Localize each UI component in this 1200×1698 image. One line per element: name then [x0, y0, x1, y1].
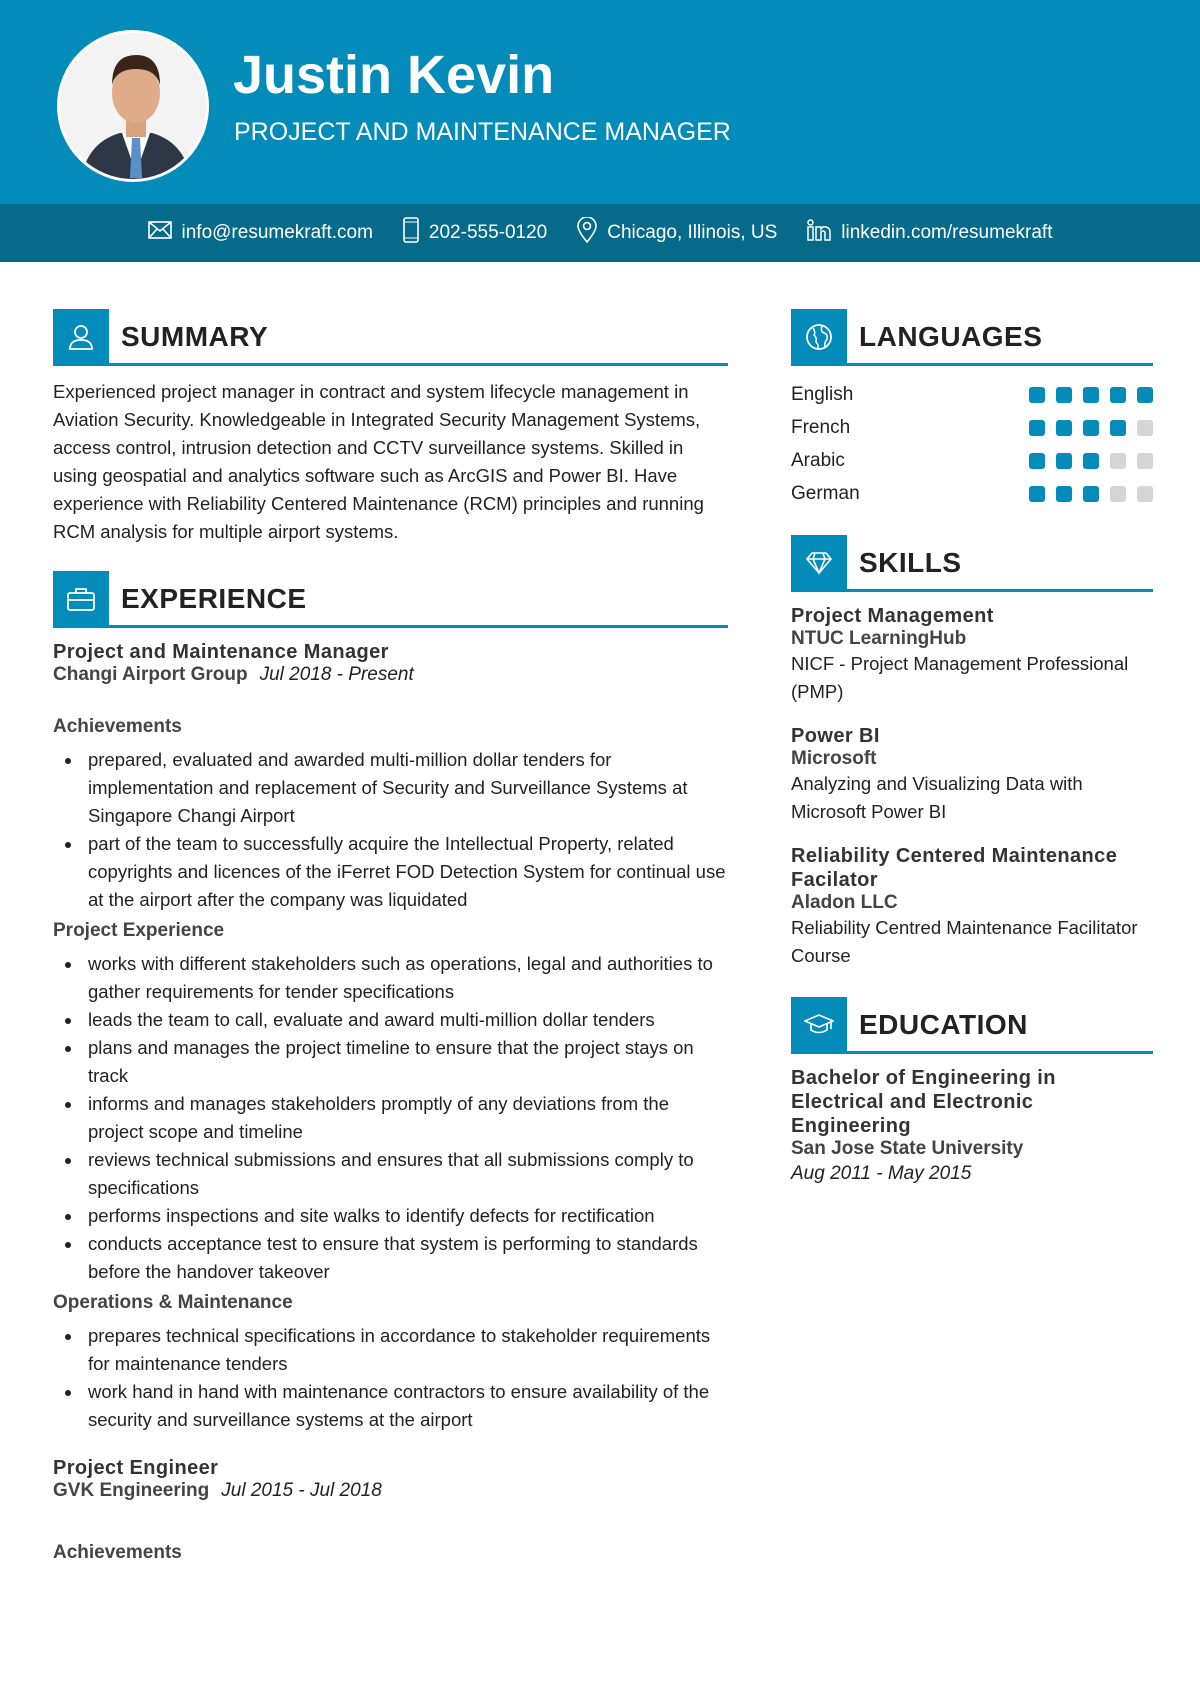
level-dot [1110, 387, 1126, 403]
job-dates: Jul 2015 - Jul 2018 [221, 1480, 382, 1501]
level-dot [1137, 387, 1153, 403]
skill-entry [791, 724, 1153, 826]
level-dot [1083, 420, 1099, 436]
phone-text: 202-555-0120 [428, 222, 548, 243]
subsection-label: Achievements [53, 716, 182, 737]
subsection-label: Project Experience [53, 920, 225, 941]
list-item: part of the team to successfully acquire the Intellectual Property, related copyrights and licences of the iFerret FOD Detection System for continual use at the airport after the company was liquidated [88, 830, 728, 914]
company-name: Changi Airport Group [53, 664, 248, 685]
left-column [53, 310, 728, 1572]
language-level [1029, 486, 1153, 502]
subsection-label: Achievements [53, 1542, 182, 1563]
summary-heading [53, 310, 728, 366]
company-name: GVK Engineering [53, 1480, 210, 1501]
profile-photo [57, 30, 209, 182]
linkedin-icon [807, 219, 831, 247]
level-dot [1029, 420, 1045, 436]
level-dot [1029, 453, 1045, 469]
level-dot [1137, 486, 1153, 502]
linkedin-link[interactable]: linkedin.com/resumekraft [841, 222, 1053, 243]
list-item: prepares technical specifications in accordance to stakeholder requirements for maintenance tenders [88, 1322, 728, 1378]
skill-provider: Microsoft [791, 748, 877, 769]
skill-name: Power BI [791, 725, 880, 747]
level-dot [1029, 486, 1045, 502]
skill-provider: NTUC LearningHub [791, 628, 967, 649]
email-link[interactable]: info@resumekraft.com [181, 222, 373, 243]
skill-name: Reliability Centered Maintenance Facilator [791, 845, 1118, 891]
language-row [791, 444, 1153, 477]
level-dot [1083, 387, 1099, 403]
language-level [1029, 387, 1153, 403]
level-dot [1110, 453, 1126, 469]
location-text: Chicago, Illinois, US [607, 222, 778, 243]
list-item: work hand in hand with maintenance contractors to ensure availability of the security and surveillance systems at the airport [88, 1378, 728, 1434]
right-column [791, 310, 1153, 1188]
language-level [1029, 420, 1153, 436]
candidate-title: PROJECT AND MAINTENANCE MANAGER [234, 118, 731, 146]
language-row [791, 477, 1153, 510]
language-name: French [791, 416, 851, 438]
languages-heading [791, 310, 1153, 366]
location-pin-icon [577, 217, 597, 249]
skill-course: Analyzing and Visualizing Data with Microsoft Power BI [791, 773, 1083, 822]
level-dot [1029, 387, 1045, 403]
level-dot [1110, 486, 1126, 502]
level-dot [1056, 453, 1072, 469]
user-icon [53, 309, 109, 365]
level-dot [1083, 486, 1099, 502]
globe-icon [791, 309, 847, 365]
languages-title: LANGUAGES [859, 320, 1043, 352]
briefcase-icon [53, 571, 109, 627]
graduation-cap-icon [791, 997, 847, 1053]
job-title: Project Engineer [53, 1457, 219, 1479]
summary-title: SUMMARY [121, 320, 269, 352]
list-item: performs inspections and site walks to identify defects for rectification [88, 1202, 728, 1230]
skill-entry [791, 604, 1153, 706]
skill-provider: Aladon LLC [791, 892, 898, 913]
summary-text: Experienced project manager in contract and system lifecycle management in Aviation Security. Knowledgeable in Integrated Security Management Systems, access control, intrusion detection and CCTV surveillance systems. Skilled in using geospatial and analytics software such as ArcGIS and Power BI. Have experience with Reliability Centered Maintenance (RCM) principles and running RCM analysis for multiple airport systems. [53, 381, 704, 542]
job-entry [53, 1456, 728, 1564]
skill-course: Reliability Centred Maintenance Facilitator Course [791, 917, 1138, 966]
phone-icon [403, 217, 419, 249]
level-dot [1110, 420, 1126, 436]
contact-bar [0, 204, 1200, 262]
list-item: conducts acceptance test to ensure that system is performing to standards before the handover takeover [88, 1230, 728, 1286]
language-row [791, 378, 1153, 411]
job-entry [53, 640, 728, 1434]
job-dates: Jul 2018 - Present [259, 664, 414, 685]
envelope-icon [148, 221, 172, 245]
degree-name: Bachelor of Engineering in Electrical and Electronic Engineering [791, 1067, 1056, 1137]
skill-name: Project Management [791, 605, 994, 627]
education-heading [791, 998, 1153, 1054]
list-item: reviews technical submissions and ensures that all submissions comply to specifications [88, 1146, 728, 1202]
skill-entry [791, 844, 1153, 970]
language-name: Arabic [791, 449, 845, 471]
language-name: English [791, 383, 854, 405]
experience-title: EXPERIENCE [121, 582, 307, 614]
diamond-icon [791, 535, 847, 591]
level-dot [1137, 453, 1153, 469]
experience-heading [53, 572, 728, 628]
level-dot [1056, 420, 1072, 436]
languages-list [791, 378, 1153, 510]
header-banner [0, 0, 1200, 204]
list-item: plans and manages the project timeline to ensure that the project stays on track [88, 1034, 728, 1090]
level-dot [1056, 486, 1072, 502]
skill-course: NICF - Project Management Professional (PMP) [791, 653, 1129, 702]
school-name: San Jose State University [791, 1138, 1024, 1159]
list-item: works with different stakeholders such as operations, legal and authorities to gather requirements for tender specifications [88, 950, 728, 1006]
language-row [791, 411, 1153, 444]
list-item: prepared, evaluated and awarded multi-million dollar tenders for implementation and replacement of Security and Surveillance Systems at Singapore Changi Airport [88, 746, 728, 830]
job-title: Project and Maintenance Manager [53, 641, 389, 663]
skills-title: SKILLS [859, 546, 962, 578]
education-dates: Aug 2011 - May 2015 [791, 1163, 972, 1184]
list-item: informs and manages stakeholders promptly of any deviations from the project scope and timeline [88, 1090, 728, 1146]
level-dot [1137, 420, 1153, 436]
list-item: leads the team to call, evaluate and award multi-million dollar tenders [88, 1006, 728, 1034]
subsection-label: Operations & Maintenance [53, 1292, 293, 1313]
level-dot [1083, 453, 1099, 469]
skills-heading [791, 536, 1153, 592]
language-level [1029, 453, 1153, 469]
education-title: EDUCATION [859, 1008, 1028, 1040]
language-name: German [791, 482, 860, 504]
level-dot [1056, 387, 1072, 403]
candidate-name: Justin Kevin [233, 45, 555, 105]
